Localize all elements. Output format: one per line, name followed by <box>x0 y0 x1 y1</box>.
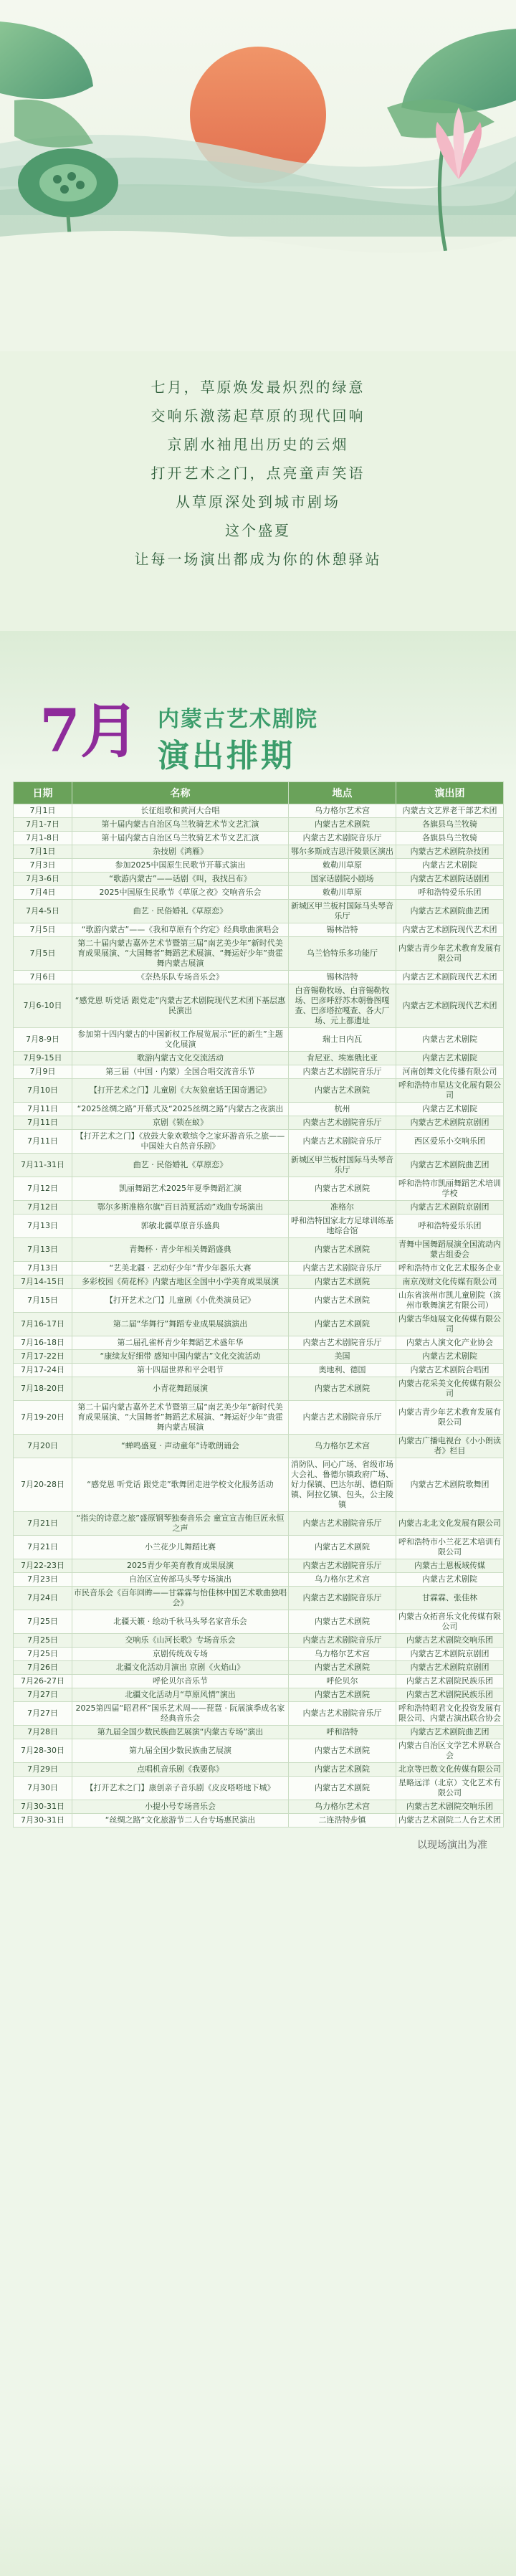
cell-date: 7月8-9日 <box>14 1028 72 1052</box>
cell-troupe: 青舞中国舞蹈展演全国流动内蒙古组委会 <box>396 1238 504 1262</box>
cell-name: 多彩校园《荷花杯》内蒙古地区全国中小学美育成果展演 <box>72 1275 289 1289</box>
cell-venue: 呼伦贝尔 <box>289 1675 396 1688</box>
cell-venue: 内蒙古艺术剧院音乐厅 <box>289 1065 396 1079</box>
table-row <box>14 845 504 859</box>
table-row <box>14 1215 504 1238</box>
table-row <box>14 1800 504 1814</box>
cell-venue: 内蒙古艺术剧院 <box>289 1739 396 1763</box>
cell-date: 7月12日 <box>14 1177 72 1201</box>
cell-name: 郭敏北疆草原音乐盛典 <box>72 1215 289 1238</box>
table-row <box>14 804 504 818</box>
cell-troupe: 西区爱乐小交响乐团 <box>396 1130 504 1154</box>
table-row <box>14 1052 504 1065</box>
cell-troupe: 内蒙古艺术剧院合唱团 <box>396 1364 504 1377</box>
cell-name: “指尖的诗意之旅”盛原钢琴独奏音乐会 童宣宣吉他巨匠永恒之声 <box>72 1512 289 1536</box>
cell-name: “2025丝绸之路”开幕式及“2025丝绸之路”内蒙古之夜演出 <box>72 1103 289 1116</box>
cell-date: 7月17-22日 <box>14 1350 72 1364</box>
cell-name: 小兰花少儿舞蹈比赛 <box>72 1536 289 1559</box>
poem-line: 京剧水袖甩出历史的云烟 <box>167 436 349 453</box>
cell-venue: 内蒙古艺术剧院音乐厅 <box>289 1634 396 1648</box>
cell-name: 【打开艺术之门】《放鼓大象欢歌缤令之家环游音乐之旅——中国娃大自然音乐剧》 <box>72 1130 289 1154</box>
cell-troupe: 甘霖霖、张佳林 <box>396 1587 504 1610</box>
cell-date: 7月25日 <box>14 1610 72 1634</box>
footer-note: 以现场演出为准 <box>417 1840 487 1851</box>
cell-date: 7月21日 <box>14 1512 72 1536</box>
header-venue: 地点 <box>289 782 396 804</box>
schedule-heading: 演出排期 <box>158 738 295 774</box>
cell-date: 7月9-15日 <box>14 1052 72 1065</box>
cell-date: 7月11日 <box>14 1103 72 1116</box>
cell-venue: 瑞士日内瓦 <box>289 1028 396 1052</box>
cell-name: 2025第四届“昭君杯”国乐艺术周——琵琶 · 阮展演季成名家经典音乐会 <box>72 1702 289 1726</box>
cell-troupe: 内蒙古艺术剧院歌舞团 <box>396 1458 504 1512</box>
cell-troupe: 内蒙古艺术剧院交响乐团 <box>396 1800 504 1814</box>
cell-date: 7月15日 <box>14 1289 72 1313</box>
cell-date: 7月25日 <box>14 1648 72 1661</box>
table-row <box>14 832 504 845</box>
cell-venue: 内蒙古艺术剧院 <box>289 818 396 832</box>
cell-troupe: 内蒙古艺术剧院 <box>396 1052 504 1065</box>
cell-date: 7月19-20日 <box>14 1401 72 1435</box>
cell-date: 7月13日 <box>14 1215 72 1238</box>
cell-name: 点唱机音乐剧《我要你》 <box>72 1763 289 1777</box>
cell-name: 《奈热乐队专场音乐会》 <box>72 971 289 984</box>
cell-date: 7月3-6日 <box>14 873 72 886</box>
cell-venue: 内蒙古艺术剧院音乐厅 <box>289 1401 396 1435</box>
table-row <box>14 1350 504 1364</box>
cell-date: 7月27日 <box>14 1702 72 1726</box>
cell-venue: 内蒙古艺术剧院音乐厅 <box>289 1559 396 1573</box>
cell-date: 7月1日 <box>14 845 72 859</box>
cell-venue: 内蒙古艺术剧院音乐厅 <box>289 1587 396 1610</box>
cell-venue: 准格尔 <box>289 1201 396 1215</box>
cell-date: 7月26日 <box>14 1661 72 1675</box>
cell-name: 歌游内蒙古文化交流活动 <box>72 1052 289 1065</box>
cell-troupe: 内蒙古艺术剧院民族乐团 <box>396 1688 504 1702</box>
table-row <box>14 1154 504 1177</box>
cell-troupe: 内蒙古艺术剧院 <box>396 1573 504 1587</box>
cell-troupe: 内蒙古艺术剧院京剧团 <box>396 1661 504 1675</box>
cell-venue: 内蒙古艺术剧院音乐厅 <box>289 1512 396 1536</box>
table-row <box>14 1675 504 1688</box>
cell-venue: 内蒙古艺术剧院音乐厅 <box>289 1116 396 1130</box>
cell-venue: 内蒙古艺术剧院 <box>289 1777 396 1800</box>
cell-date: 7月6-10日 <box>14 984 72 1028</box>
cell-name: 自治区宣传部马头琴专场演出 <box>72 1573 289 1587</box>
hero-banner <box>0 0 516 351</box>
cell-venue: 白音锡勒牧场、白音锡勒牧场、巴彦呼舒苏木朝鲁图嘎查、巴彦塔拉嘎查、各大厂场、元上都遗址 <box>289 984 396 1028</box>
poem-line: 让每一场演出都成为你的休憩驿站 <box>134 551 382 568</box>
cell-date: 7月11日 <box>14 1130 72 1154</box>
cell-venue: 内蒙古艺术剧院 <box>289 1177 396 1201</box>
cell-date: 7月4日 <box>14 886 72 900</box>
cell-name: “蝉鸣盛夏 · 声动童年”诗歌朗诵会 <box>72 1435 289 1458</box>
theater-name: 内蒙古艺术剧院 <box>158 707 318 732</box>
cell-name: “艺美北疆 · 艺动好少年”青少年器乐大赛 <box>72 1262 289 1275</box>
table-row <box>14 971 504 984</box>
table-row <box>14 1559 504 1573</box>
cell-name: 小提小号专场音乐会 <box>72 1800 289 1814</box>
table-row <box>14 1726 504 1739</box>
cell-name: “感党恩 听党话 跟党走”内蒙古艺术剧院现代艺术团下基层惠民演出 <box>72 984 289 1028</box>
cell-date: 7月22-23日 <box>14 1559 72 1573</box>
table-row <box>14 1130 504 1154</box>
table-row <box>14 1201 504 1215</box>
cell-date: 7月5日 <box>14 937 72 971</box>
cell-date: 7月28-30日 <box>14 1739 72 1763</box>
cell-venue: 奥地利、德国 <box>289 1364 396 1377</box>
cell-venue: 内蒙古艺术剧院 <box>289 1536 396 1559</box>
cell-date: 7月30-31日 <box>14 1800 72 1814</box>
table-row <box>14 937 504 971</box>
cell-name: 第十四届世界和平会唱节 <box>72 1364 289 1377</box>
cell-name: 第十届内蒙古自治区乌兰牧骑艺术节文艺汇演 <box>72 818 289 832</box>
cell-troupe: 内蒙古艺术剧院话剧团 <box>396 873 504 886</box>
cell-date: 7月17-24日 <box>14 1364 72 1377</box>
cell-date: 7月18-20日 <box>14 1377 72 1401</box>
cell-date: 7月23日 <box>14 1573 72 1587</box>
cell-name: 2025青少年美育教育成果展演 <box>72 1559 289 1573</box>
cell-name: 北疆天籁 · 绘动千秋马头琴名家音乐会 <box>72 1610 289 1634</box>
table-row <box>14 1739 504 1763</box>
cell-venue: 乌兰恰特乐多功能厅 <box>289 937 396 971</box>
cell-venue: 锡林浩特 <box>289 923 396 937</box>
cell-date: 7月10日 <box>14 1079 72 1103</box>
cell-troupe: 内蒙古艺术剧院 <box>396 1103 504 1116</box>
cell-troupe: 呼和浩特爱乐乐团 <box>396 1215 504 1238</box>
cell-name: 第二届“华舞行”舞蹈专业成果展演演出 <box>72 1313 289 1336</box>
cell-troupe: 内蒙古众拓音乐文化传媒有限公司 <box>396 1610 504 1634</box>
table-row <box>14 1536 504 1559</box>
table-header-row <box>14 782 504 804</box>
cell-troupe: 呼和浩特市文化艺术服务企业 <box>396 1262 504 1275</box>
table-row <box>14 1610 504 1634</box>
table-row <box>14 1512 504 1536</box>
cell-troupe: 呼和浩特昭君文化投资发展有限公司、内蒙古演出联合协会 <box>396 1702 504 1726</box>
cell-venue: 乌力格尔艺术宫 <box>289 804 396 818</box>
cell-name: 第三届（中国 · 内蒙）全国合唱交流音乐节 <box>72 1065 289 1079</box>
cell-date: 7月27日 <box>14 1688 72 1702</box>
table-row <box>14 1401 504 1435</box>
table-row <box>14 1377 504 1401</box>
cell-date: 7月21日 <box>14 1536 72 1559</box>
cell-venue: 呼和浩特国家北方足球训练基地综合馆 <box>289 1215 396 1238</box>
cell-venue: 内蒙古艺术剧院 <box>289 1763 396 1777</box>
cell-name: 交响乐《山河长歌》专场音乐会 <box>72 1634 289 1648</box>
cell-name: 曲艺 · 民俗婚礼《草原恋》 <box>72 1154 289 1177</box>
poem-line: 七月，草原焕发最炽烈的绿意 <box>150 379 366 396</box>
cell-venue: 内蒙古艺术剧院 <box>289 1313 396 1336</box>
cell-date: 7月24日 <box>14 1587 72 1610</box>
cell-name: 京剧传统戏专场 <box>72 1648 289 1661</box>
cell-troupe: 内蒙古艺术剧院京剧团 <box>396 1648 504 1661</box>
cell-name: 第九届全国少数民族曲艺展演“内蒙古专场”演出 <box>72 1726 289 1739</box>
table-row <box>14 1648 504 1661</box>
cell-date: 7月9日 <box>14 1065 72 1079</box>
cell-name: 曲艺 · 民俗婚礼《草原恋》 <box>72 900 289 923</box>
cell-troupe: 北京等巴数文化传媒有限公司 <box>396 1763 504 1777</box>
cell-troupe: 内蒙古艺术剧院 <box>396 1350 504 1364</box>
table-row <box>14 1313 504 1336</box>
cell-name: 第二届孔雀杯青少年舞蹈艺术盛年华 <box>72 1336 289 1350</box>
cell-date: 7月4-5日 <box>14 900 72 923</box>
cell-troupe: 内蒙古艺术剧院现代艺术团 <box>396 971 504 984</box>
cell-date: 7月13日 <box>14 1238 72 1262</box>
cell-venue: 杭州 <box>289 1103 396 1116</box>
table-row <box>14 1028 504 1052</box>
cell-troupe: 内蒙古北北文化发展有限公司 <box>396 1512 504 1536</box>
poem-line: 打开艺术之门，点亮童声笑语 <box>150 465 366 482</box>
table-row <box>14 1079 504 1103</box>
cell-venue: 美国 <box>289 1350 396 1364</box>
cell-date: 7月5日 <box>14 923 72 937</box>
cell-name: 【打开艺术之门】康创亲子音乐剧《皮皮嗒嗒地下城》 <box>72 1777 289 1800</box>
cell-venue: 内蒙古艺术剧院音乐厅 <box>289 1336 396 1350</box>
cell-name: 【打开艺术之门】儿童剧《小优类演员记》 <box>72 1289 289 1313</box>
cell-troupe: 内蒙古华灿展文化传媒有限公司 <box>396 1313 504 1336</box>
cell-troupe: 内蒙古艺术剧院 <box>396 859 504 873</box>
poem-line: 从草原深处到城市剧场 <box>176 493 340 510</box>
cell-name: 参加2025中国原生民歌节开幕式演出 <box>72 859 289 873</box>
cell-troupe: 内蒙古自治区文学艺术界联合会 <box>396 1739 504 1763</box>
table-row <box>14 1458 504 1512</box>
table-row <box>14 1364 504 1377</box>
cell-name: 小青花舞蹈展演 <box>72 1377 289 1401</box>
cell-name: “歌游内蒙古”——话剧《叫，我找吕布》 <box>72 873 289 886</box>
cell-name: “感党恩 听党话 跟党走”歌舞团走进学校文化服务活动 <box>72 1458 289 1512</box>
cell-troupe: 内蒙古青少年艺术教育发展有限公司 <box>396 1401 504 1435</box>
table-row <box>14 1262 504 1275</box>
cell-name: 北疆文化活动月演出 京剧《火焰山》 <box>72 1661 289 1675</box>
cell-name: 第九届全国少数民族曲艺展演 <box>72 1739 289 1763</box>
cell-date: 7月1日 <box>14 804 72 818</box>
cell-venue: 内蒙古艺术剧院 <box>289 1377 396 1401</box>
table-row <box>14 1763 504 1777</box>
cell-troupe: 内蒙古艺术剧院现代艺术团 <box>396 984 504 1028</box>
table-row <box>14 859 504 873</box>
cell-troupe: 内蒙古青少年艺术教育发展有限公司 <box>396 937 504 971</box>
cell-troupe: 内蒙古艺术剧院民族乐团 <box>396 1675 504 1688</box>
cell-troupe: 内蒙古花采美文化传媒有限公司 <box>396 1377 504 1401</box>
cell-troupe: 内蒙古艺术剧院曲艺团 <box>396 1154 504 1177</box>
cell-troupe: 内蒙古广播电视台《小小朗读者》栏目 <box>396 1435 504 1458</box>
cell-venue: 内蒙古艺术剧院 <box>289 1079 396 1103</box>
cell-name: “康续友好细带 感知中国内蒙古”文化交流活动 <box>72 1350 289 1364</box>
table-body <box>14 804 504 1828</box>
cell-venue: 二连浩特步镇 <box>289 1814 396 1828</box>
cell-venue: 消防队、同心广场、省级市场大会礼、鲁德尔镇政府广场、好力保镇、巴达尔胡、德伯斯镇、阿拉亿镇、包头，公主陵镇 <box>289 1458 396 1512</box>
cell-troupe: 呼和浩特爱乐乐团 <box>396 886 504 900</box>
cell-troupe: 内蒙古艺术剧院曲艺团 <box>396 1726 504 1739</box>
cell-venue: 敕勒川草原 <box>289 886 396 900</box>
cell-troupe: 呼和浩特市凯丽舞蹈艺术培训学校 <box>396 1177 504 1201</box>
table-row <box>14 873 504 886</box>
cell-venue: 内蒙古艺术剧院 <box>289 1238 396 1262</box>
schedule-title <box>39 695 469 781</box>
cell-troupe: 呼和浩特市星达文化展有限公司 <box>396 1079 504 1103</box>
table-row <box>14 1177 504 1201</box>
cell-venue: 内蒙古艺术剧院 <box>289 1688 396 1702</box>
lotus-illustration <box>0 0 516 351</box>
table-row <box>14 1116 504 1130</box>
schedule-table <box>13 781 504 1828</box>
cell-name: “歌游内蒙古”——《我和草原有个约定》经典歌曲演唱会 <box>72 923 289 937</box>
cell-troupe: 山东省滨州市凯儿童剧院（滨州市歌舞演艺有限公司） <box>396 1289 504 1313</box>
cell-venue: 呼和浩特 <box>289 1726 396 1739</box>
cell-venue: 敕勒川草原 <box>289 859 396 873</box>
cell-venue: 乌力格尔艺术宫 <box>289 1648 396 1661</box>
table-row <box>14 1289 504 1313</box>
cell-troupe: 内蒙古人演文化产业协会 <box>396 1336 504 1350</box>
cell-troupe: 南京茂财文化传媒有限公司 <box>396 1275 504 1289</box>
cell-date: 7月14-15日 <box>14 1275 72 1289</box>
cell-troupe: 内蒙古艺术剧院京剧团 <box>396 1201 504 1215</box>
cell-troupe: 各旗县乌兰牧骑 <box>396 818 504 832</box>
table-row <box>14 1238 504 1262</box>
intro-poem <box>0 373 516 574</box>
cell-venue: 内蒙古艺术剧院音乐厅 <box>289 1130 396 1154</box>
month-title: 7月 <box>39 697 140 766</box>
header-troupe: 演出团 <box>396 782 504 804</box>
table-row <box>14 900 504 923</box>
cell-venue: 内蒙古艺术剧院 <box>289 1661 396 1675</box>
cell-troupe: 内蒙古文艺界老干部艺术团 <box>396 804 504 818</box>
cell-venue: 内蒙古艺术剧院 <box>289 1289 396 1313</box>
cell-name: 市民音乐会《百年回眸——甘霖霖与怡佳林中国艺术歌曲独唱会》 <box>72 1587 289 1610</box>
cell-date: 7月13日 <box>14 1262 72 1275</box>
cell-troupe: 各旗县乌兰牧骑 <box>396 832 504 845</box>
cell-date: 7月20日 <box>14 1435 72 1458</box>
cell-date: 7月29日 <box>14 1763 72 1777</box>
cell-name: 呼伦贝尔音乐节 <box>72 1675 289 1688</box>
cell-venue: 锡林浩特 <box>289 971 396 984</box>
table-row <box>14 1275 504 1289</box>
cell-troupe: 内蒙古艺术剧院交响乐团 <box>396 1634 504 1648</box>
table-row <box>14 1573 504 1587</box>
cell-name: 第二十届内蒙古嘉外艺术节暨第三届“南艺美少年”新时代美育成果展演、“大国舞者”舞蹈艺术展演、“舞运好少年”贵霍舞内蒙古展演 <box>72 1401 289 1435</box>
cell-venue: 乌力格尔艺术宫 <box>289 1435 396 1458</box>
table-row <box>14 1702 504 1726</box>
cell-venue: 内蒙古艺术剧院音乐厅 <box>289 832 396 845</box>
cell-troupe: 河南创舞文化传播有限公司 <box>396 1065 504 1079</box>
cell-date: 7月28日 <box>14 1726 72 1739</box>
cell-venue: 鄂尔多斯成吉思汗陵景区演出 <box>289 845 396 859</box>
cell-venue: 内蒙古艺术剧院音乐厅 <box>289 1262 396 1275</box>
cell-venue: 内蒙古艺术剧院音乐厅 <box>289 1702 396 1726</box>
cell-date: 7月12日 <box>14 1201 72 1215</box>
schedule-section <box>0 631 516 2576</box>
cell-troupe: 星略远洋（北京）文化艺术有限公司 <box>396 1777 504 1800</box>
table-row <box>14 1814 504 1828</box>
cell-name: 青舞杯 · 青少年相关舞蹈盛典 <box>72 1238 289 1262</box>
header-date: 日期 <box>14 782 72 804</box>
cell-name: 京剧《锁在蚁》 <box>72 1116 289 1130</box>
table-row <box>14 1587 504 1610</box>
cell-name: 第二十届内蒙古嘉外艺术节暨第三届“南艺美少年”新时代美育成果展演、“大国舞者”舞蹈艺术展演、“舞运好少年”贵霍舞内蒙古展演 <box>72 937 289 971</box>
table-row <box>14 1688 504 1702</box>
cell-venue: 内蒙古艺术剧院 <box>289 1610 396 1634</box>
table-row <box>14 1777 504 1800</box>
cell-venue: 新城区甲兰板村国际马头琴音乐厅 <box>289 1154 396 1177</box>
cell-name: 长征组歌和黄河大合唱 <box>72 804 289 818</box>
cell-troupe: 内蒙古艺术剧院 <box>396 1028 504 1052</box>
table-row <box>14 1661 504 1675</box>
header-name: 名称 <box>72 782 289 804</box>
table-row <box>14 923 504 937</box>
cell-date: 7月16-18日 <box>14 1336 72 1350</box>
cell-date: 7月30日 <box>14 1777 72 1800</box>
cell-name: 鄂尔多斯准格尔旗“百日消夏活动”戏曲专场演出 <box>72 1201 289 1215</box>
cell-name: 杂技剧《鸿雁》 <box>72 845 289 859</box>
table-row <box>14 1435 504 1458</box>
cell-date: 7月3日 <box>14 859 72 873</box>
cell-name: 2025中国原生民歌节《草原之夜》交响音乐会 <box>72 886 289 900</box>
cell-name: 参加第十四内蒙古的中国新权工作展览展示“匠的新生”主题文化展演 <box>72 1028 289 1052</box>
poem-line: 这个盛夏 <box>225 522 291 539</box>
cell-troupe: 内蒙古土恩板域传媒 <box>396 1559 504 1573</box>
cell-venue: 国家话剧院小剧场 <box>289 873 396 886</box>
cell-venue: 新城区甲兰板村国际马头琴音乐厅 <box>289 900 396 923</box>
cell-troupe: 内蒙古艺术剧院现代艺术团 <box>396 923 504 937</box>
cell-date: 7月1-7日 <box>14 818 72 832</box>
table-row <box>14 1634 504 1648</box>
cell-troupe: 内蒙古艺术剧院曲艺团 <box>396 900 504 923</box>
cell-venue: 肯尼亚、埃塞俄比亚 <box>289 1052 396 1065</box>
cell-name: 第十届内蒙古自治区乌兰牧骑艺术节文艺汇演 <box>72 832 289 845</box>
cell-troupe: 内蒙古艺术剧院二人台艺术团 <box>396 1814 504 1828</box>
table-row <box>14 1103 504 1116</box>
cell-date: 7月11日 <box>14 1116 72 1130</box>
cell-troupe: 内蒙古艺术剧院杂技团 <box>396 845 504 859</box>
cell-venue: 乌力格尔艺术宫 <box>289 1800 396 1814</box>
cell-venue: 内蒙古艺术剧院 <box>289 1275 396 1289</box>
table-row <box>14 886 504 900</box>
cell-name: 【打开艺术之门】儿童剧《大灰狼童话王国奇遇记》 <box>72 1079 289 1103</box>
cell-date: 7月16-17日 <box>14 1313 72 1336</box>
cell-date: 7月25日 <box>14 1634 72 1648</box>
cell-date: 7月6日 <box>14 971 72 984</box>
cell-date: 7月26-27日 <box>14 1675 72 1688</box>
cell-name: 凯丽舞蹈艺术2025年夏季舞蹈汇演 <box>72 1177 289 1201</box>
cell-date: 7月1-8日 <box>14 832 72 845</box>
cell-date: 7月20-28日 <box>14 1458 72 1512</box>
cell-troupe: 内蒙古艺术剧院京剧团 <box>396 1116 504 1130</box>
table-row <box>14 1336 504 1350</box>
cell-venue: 乌力格尔艺术宫 <box>289 1573 396 1587</box>
cell-name: 北疆文化活动月“草原风情”演出 <box>72 1688 289 1702</box>
table-row <box>14 818 504 832</box>
table-row <box>14 984 504 1028</box>
cell-troupe: 呼和浩特市小兰花艺术培训有限公司 <box>396 1536 504 1559</box>
poem-line: 交响乐激荡起草原的现代回响 <box>150 407 366 424</box>
cell-date: 7月11-31日 <box>14 1154 72 1177</box>
cell-name: “丝绸之路”文化旅游节二人台专场惠民演出 <box>72 1814 289 1828</box>
table-row <box>14 1065 504 1079</box>
cell-date: 7月30-31日 <box>14 1814 72 1828</box>
